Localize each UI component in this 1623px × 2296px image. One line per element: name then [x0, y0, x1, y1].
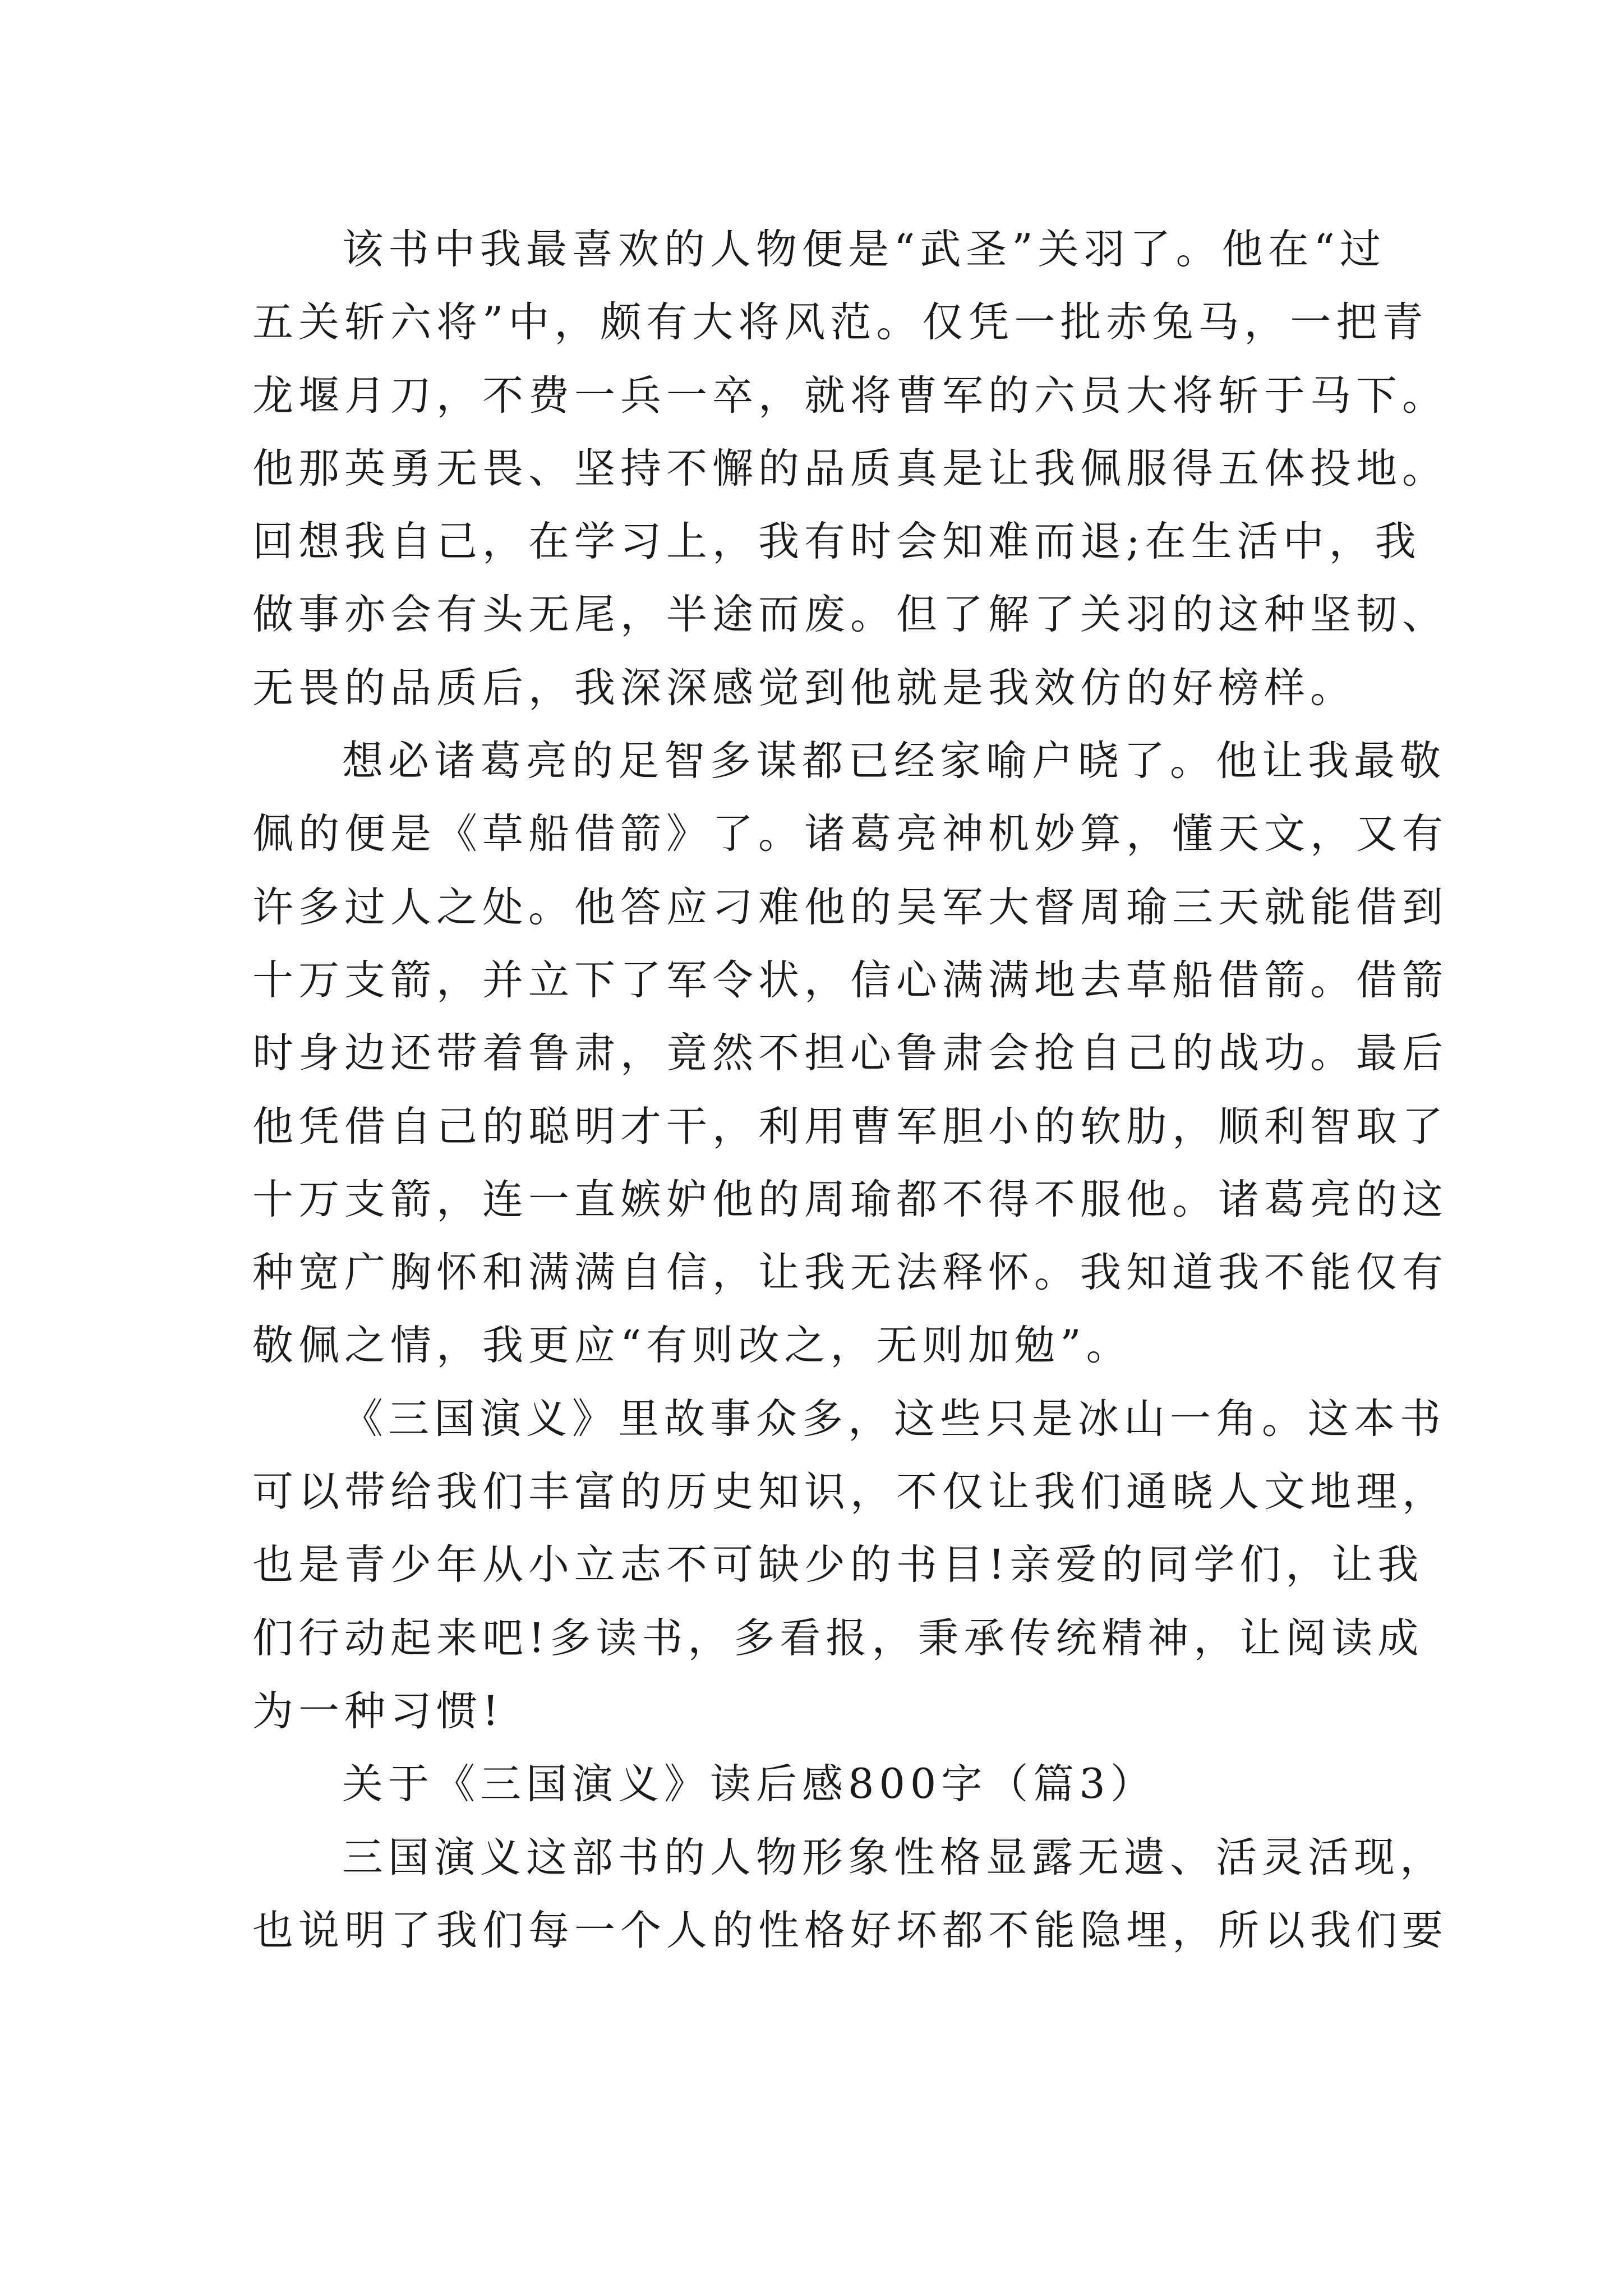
- paragraph-1-line-3: 龙堰月刀，不费一兵一卒，就将曹军的六员大将斩于马下。: [252, 371, 1448, 420]
- paragraph-1-line-5: 回想我自己，在学习上，我有时会知难而退;在生活中，我: [252, 518, 1421, 566]
- section-heading: 关于《三国演义》读后感800字（篇3）: [342, 1760, 1156, 1809]
- paragraph-3-line-1: 《三国演义》里故事众多，这些只是冰山一角。这本书: [342, 1395, 1446, 1443]
- paragraph-3-line-4: 们行动起来吧!多读书，多看报，秉承传统精神，让阅读成: [252, 1614, 1424, 1662]
- paragraph-1-line-6: 做事亦会有头无尾，半途而废。但了解了关羽的这种坚韧、: [252, 591, 1448, 639]
- paragraph-1-line-4: 他那英勇无畏、坚持不懈的品质真是让我佩服得五体投地。: [252, 444, 1448, 493]
- paragraph-3-line-2: 可以带给我们丰富的历史知识，不仅让我们通晓人文地理，: [252, 1468, 1448, 1516]
- paragraph-2-line-9: 敬佩之情，我更应“有则改之，无则加勉”。: [252, 1322, 1132, 1370]
- paragraph-2-line-6: 他凭借自己的聪明才干，利用曹军胆小的软肋，顺利智取了: [252, 1102, 1448, 1151]
- paragraph-2-line-4: 十万支箭，并立下了军令状，信心满满地去草船借箭。借箭: [252, 956, 1448, 1004]
- paragraph-1-line-2: 五关斩六将”中，颇有大将风范。仅凭一批赤兔马，一把青: [252, 298, 1428, 347]
- document-body: [252, 213, 1448, 1967]
- paragraph-2-line-2: 佩的便是《草船借箭》了。诸葛亮神机妙算，懂天文，又有: [252, 810, 1448, 858]
- paragraph-4-line-1: 三国演义这部书的人物形象性格显露无遗、活灵活现，: [342, 1833, 1446, 1881]
- paragraph-3-line-5: 为一种习惯!: [252, 1687, 504, 1735]
- paragraph-2-line-8: 种宽广胸怀和满满自信，让我无法释怀。我知道我不能仅有: [252, 1249, 1448, 1297]
- paragraph-2-line-7: 十万支箭，连一直嫉妒他的周瑜都不得不服他。诸葛亮的这: [252, 1175, 1448, 1223]
- paragraph-1-line-7: 无畏的品质后，我深深感觉到他就是我效仿的好榜样。: [252, 664, 1356, 712]
- paragraph-2-line-5: 时身边还带着鲁肃，竟然不担心鲁肃会抢自己的战功。最后: [252, 1029, 1448, 1078]
- paragraph-1-line-1: 该书中我最喜欢的人物便是“武圣”关羽了。他在“过: [342, 226, 1386, 273]
- paragraph-2-line-1: 想必诸葛亮的足智多谋都已经家喻户晓了。他让我最敬: [342, 737, 1446, 785]
- paragraph-4-line-2: 也说明了我们每一个人的性格好坏都不能隐埋，所以我们要: [252, 1906, 1448, 1954]
- paragraph-3-line-3: 也是青少年从小立志不可缺少的书目!亲爱的同学们，让我: [252, 1541, 1424, 1589]
- paragraph-2-line-3: 许多过人之处。他答应刁难他的吴军大督周瑜三天就能借到: [252, 883, 1448, 931]
